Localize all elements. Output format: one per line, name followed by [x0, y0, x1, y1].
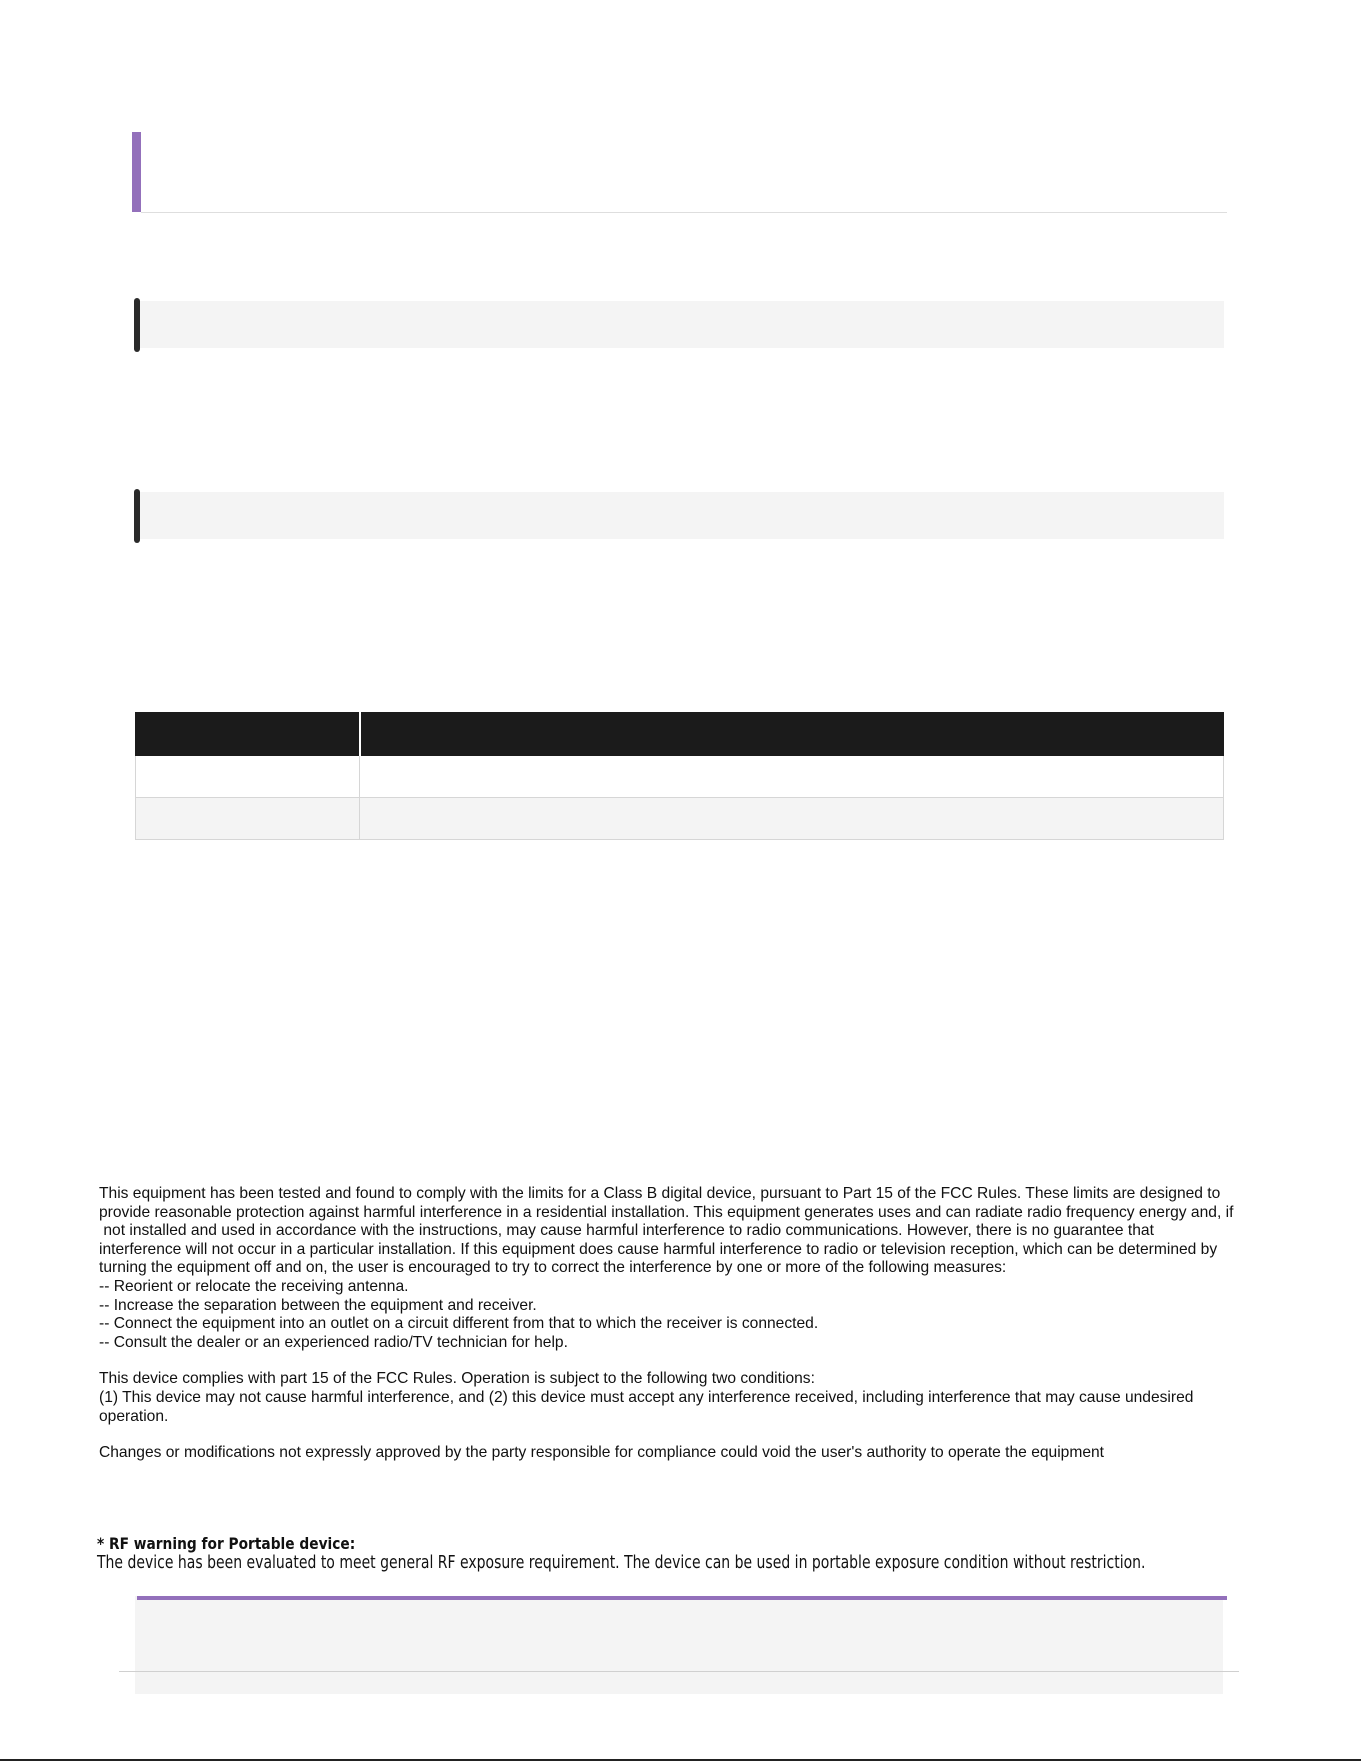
table-cell [136, 798, 360, 840]
section-header-2 [134, 492, 1224, 539]
table-cell [360, 756, 1224, 798]
section-header-1 [134, 301, 1224, 348]
fcc-measure: -- Consult the dealer or an experienced radio/TV technician for help. [99, 1333, 568, 1351]
fcc-paragraph-1: This equipment has been tested and found to comply with the limits for a Class B digital device, pursuant to Part 15 of the FCC Rules. These limits are designed to provide reasonable protection against harmful interference in a residential installation. This equipment generates uses and can radiate radio frequency energy and, if not installed and used in accordance with the instructions, may cause harmful interference to radio communications. However, there is no guarantee that interference will not occur in a particular installation. If this equipment does cause harmful interference to radio or television reception, which can be determined by turning the equipment off and on, the user is encouraged to try to correct the interference by one or more of the following measures: [99, 1185, 1234, 1277]
spec-table [135, 712, 1224, 840]
fcc-paragraph-2: This device complies with part 15 of the FCC Rules. Operation is subject to the following two conditions: (1) This device may not cause harmful interference, and (2) this device must accept any interference received, including interference that may cause undesired operation. [99, 1370, 1194, 1425]
fcc-paragraph-3: Changes or modifications not expressly approved by the party responsible for compliance could void the user's authority to operate the equipment [99, 1444, 1105, 1462]
fcc-measure: -- Increase the separation between the equipment and receiver. [99, 1296, 537, 1314]
table-cell [360, 798, 1224, 840]
fcc-measure: -- Connect the equipment into an outlet on a circuit different from that to which the receiver is connected. [99, 1315, 819, 1333]
section-header-1-accent [134, 298, 140, 352]
fcc-statement [99, 1185, 1314, 1463]
spec-table-header-row [136, 713, 1224, 756]
table-cell [136, 756, 360, 798]
spec-table-header-cell-1 [136, 713, 360, 756]
spec-table-header-cell-2 [360, 713, 1224, 756]
section-header-2-accent [134, 489, 140, 543]
note-box-accent [137, 1596, 1227, 1600]
rf-warning-heading: * RF warning for Portable device: [97, 1534, 356, 1553]
rf-warning-body: The device has been evaluated to meet general RF exposure requirement. The device can be used in portable exposure condition without restriction. [97, 1553, 1146, 1573]
footer-divider [119, 1671, 1239, 1672]
fcc-measure: -- Reorient or relocate the receiving antenna. [99, 1277, 409, 1295]
table-row [136, 756, 1224, 798]
title-divider [141, 212, 1227, 213]
title-accent-bar [132, 132, 141, 212]
table-row [136, 798, 1224, 840]
note-box [135, 1596, 1223, 1694]
